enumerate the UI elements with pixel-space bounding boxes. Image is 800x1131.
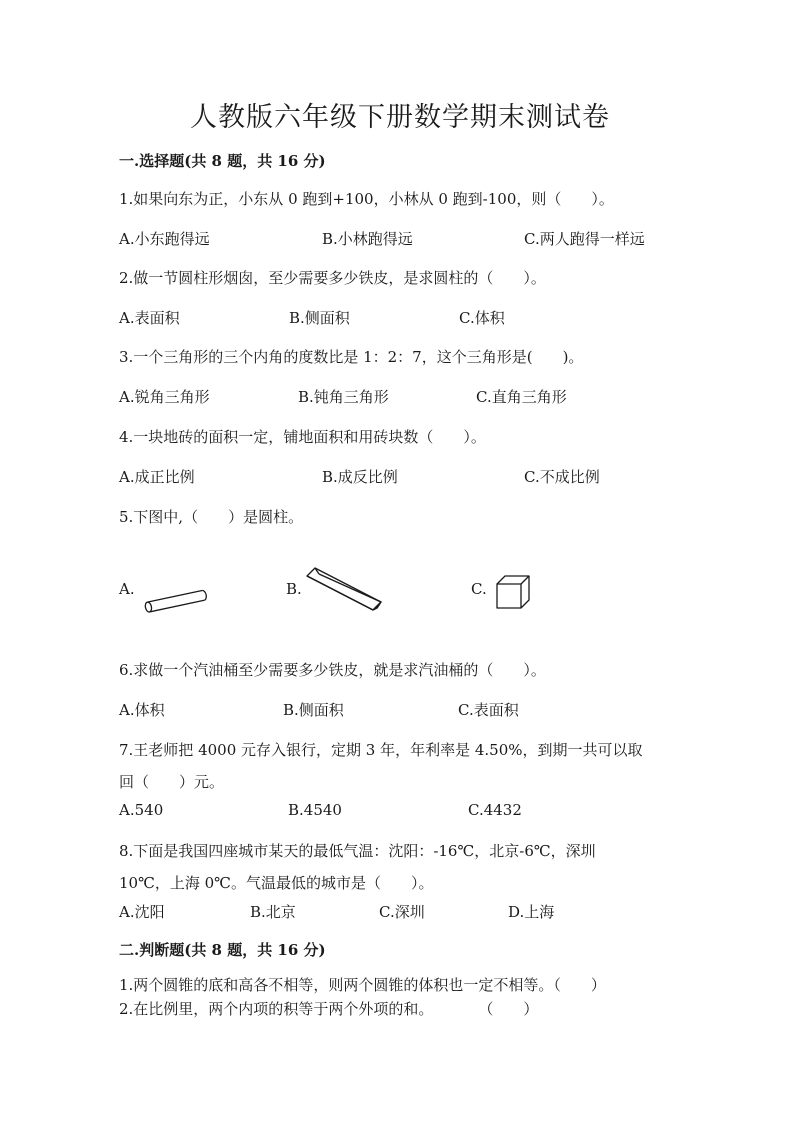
question-7-line-2: 回（ ）元。 bbox=[119, 773, 225, 791]
option-b: B.侧面积 bbox=[283, 701, 344, 719]
section-choice-heading: 一.选择题(共 8 题，共 16 分) bbox=[119, 152, 326, 170]
option-a: A.表面积 bbox=[119, 309, 180, 327]
question-5: 5.下图中,（ ）是圆柱。 bbox=[119, 508, 304, 526]
option-a: A.540 bbox=[119, 801, 164, 819]
option-a: A.锐角三角形 bbox=[119, 388, 210, 406]
option-c: C.表面积 bbox=[458, 701, 519, 719]
option-c: C.两人跑得一样远 bbox=[524, 230, 645, 248]
option-a: A.体积 bbox=[119, 701, 165, 719]
option-c: C.4432 bbox=[468, 801, 522, 819]
question-6-options bbox=[119, 699, 679, 721]
question-8 bbox=[119, 835, 679, 899]
option-b: B.4540 bbox=[288, 801, 342, 819]
question-3: 3.一个三角形的三个内角的度数比是 1：2：7，这个三角形是( )。 bbox=[119, 348, 584, 366]
question-8-line-1: 8.下面是我国四座城市某天的最低气温：沈阳：-16℃，北京-6℃，深圳 bbox=[119, 842, 596, 860]
option-c: C.体积 bbox=[459, 309, 505, 327]
question-6: 6.求做一个汽油桶至少需要多少铁皮，就是求汽油桶的（ ）。 bbox=[119, 661, 546, 679]
question-2: 2.做一节圆柱形烟囱，至少需要多少铁皮，是求圆柱的（ ）。 bbox=[119, 269, 546, 287]
question-7 bbox=[119, 734, 679, 798]
judge-question-1: 1.两个圆锥的底和高各不相等，则两个圆锥的体积也一定不相等。（ ） bbox=[119, 976, 606, 994]
question-7-line-1: 7.王老师把 4000 元存入银行，定期 3 年，年利率是 4.50%，到期一共可以取 bbox=[119, 741, 643, 759]
option-d: D.上海 bbox=[508, 903, 555, 921]
question-1: 1.如果向东为正，小东从 0 跑到+100，小林从 0 跑到-100，则（ ）。 bbox=[119, 190, 614, 208]
prism-figure bbox=[305, 562, 385, 614]
question-3-options bbox=[119, 386, 679, 408]
option-c: C.深圳 bbox=[379, 903, 425, 921]
option-a: A.小东跑得远 bbox=[119, 230, 210, 248]
cube-figure bbox=[495, 574, 531, 610]
option-b: B. bbox=[286, 580, 302, 598]
question-4: 4.一块地砖的面积一定，铺地面积和用砖块数（ ）。 bbox=[119, 428, 486, 446]
option-b: B.侧面积 bbox=[289, 309, 350, 327]
question-8-line-2: 10℃，上海 0℃。气温最低的城市是（ ）。 bbox=[119, 874, 434, 892]
option-b: B.钝角三角形 bbox=[298, 388, 389, 406]
option-a: A. bbox=[119, 580, 135, 598]
question-7-options bbox=[119, 801, 679, 823]
question-8-options bbox=[119, 901, 679, 923]
question-1-options bbox=[119, 228, 679, 250]
option-a: A.沈阳 bbox=[119, 903, 165, 921]
judge-question-2: 2.在比例里，两个内项的积等于两个外项的和。 （ ） bbox=[119, 1000, 539, 1018]
question-4-options bbox=[119, 466, 679, 488]
option-b: B.小林跑得远 bbox=[322, 230, 413, 248]
option-b: B.成反比例 bbox=[322, 468, 398, 486]
page-title: 人教版六年级下册数学期末测试卷 bbox=[190, 102, 610, 133]
option-c: C.直角三角形 bbox=[476, 388, 567, 406]
question-2-options bbox=[119, 307, 679, 329]
option-b: B.北京 bbox=[250, 903, 296, 921]
cylinder-figure bbox=[142, 588, 212, 616]
option-a: A.成正比例 bbox=[119, 468, 195, 486]
option-c: C.不成比例 bbox=[524, 468, 600, 486]
section-judge-heading: 二.判断题(共 8 题，共 16 分) bbox=[119, 941, 326, 959]
option-c: C. bbox=[471, 580, 487, 598]
